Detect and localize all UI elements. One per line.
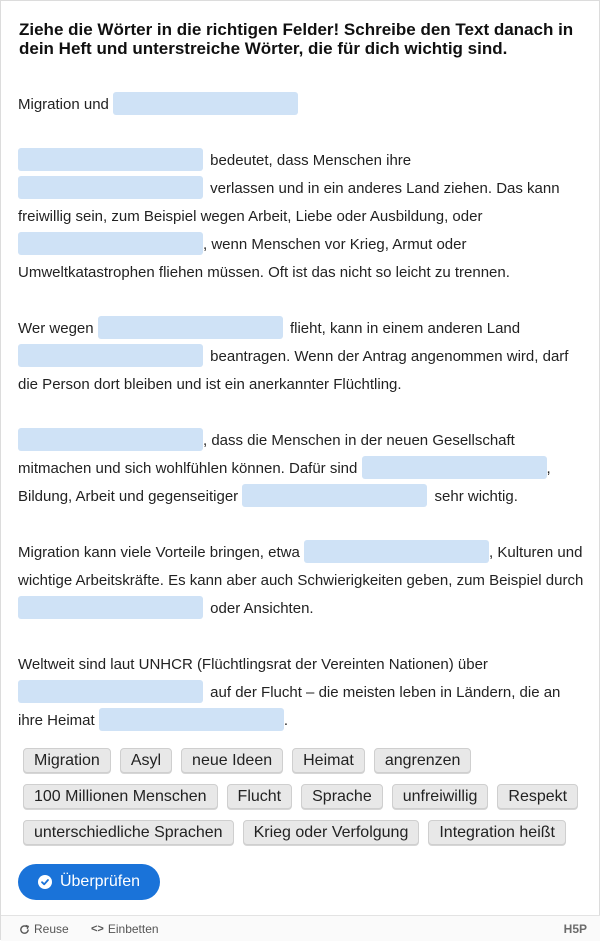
- text-fragment: .: [283, 712, 289, 729]
- drop-zone-12[interactable]: [18, 680, 203, 703]
- footer-bar: [1, 915, 600, 941]
- drop-zone-1[interactable]: [113, 92, 298, 115]
- text-fragment: bedeutet, dass Menschen ihre: [210, 152, 412, 169]
- check-button-label: Überprüfen: [59, 873, 141, 890]
- text-fragment: ,: [546, 460, 551, 477]
- check-button[interactable]: [18, 864, 160, 900]
- reuse-label: Reuse: [34, 922, 69, 936]
- word-chip[interactable]: Integration heißt: [428, 820, 566, 845]
- word-row: [23, 748, 583, 773]
- word-chip[interactable]: Flucht: [227, 784, 293, 809]
- word-chip[interactable]: unfreiwillig: [392, 784, 489, 809]
- text-fragment: Wer wegen: [18, 320, 94, 337]
- word-row: [23, 820, 583, 845]
- cloze-text: [18, 91, 588, 763]
- drop-zone-9[interactable]: [242, 484, 427, 507]
- text-fragment: oder Ansichten.: [210, 600, 314, 617]
- word-chip[interactable]: 100 Millionen Menschen: [23, 784, 218, 809]
- word-chip[interactable]: Krieg oder Verfolgung: [243, 820, 420, 845]
- word-chip[interactable]: Heimat: [292, 748, 365, 773]
- paragraph-2: [18, 147, 588, 287]
- word-chip[interactable]: Migration: [23, 748, 111, 773]
- text-fragment: , dass die Menschen in der neuen Gesellschaft mitmachen und sich wohlfühlen können. Dafür sind: [18, 432, 515, 477]
- paragraph-1: [18, 91, 588, 119]
- text-fragment: Migration und: [18, 96, 109, 113]
- word-row: [23, 784, 583, 809]
- word-chip[interactable]: Respekt: [497, 784, 578, 809]
- text-fragment: beantragen. Wenn der Antrag angenommen wird, darf die Person dort bleiben und ist ein anerkannter Flüchtling.: [18, 348, 569, 393]
- draggable-words: [23, 748, 583, 856]
- text-fragment: Migration kann viele Vorteile bringen, etwa: [18, 544, 300, 561]
- text-fragment: , wenn Menschen vor Krieg, Armut oder Umweltkatastrophen fliehen müssen. Oft ist das nicht so leicht zu trennen.: [18, 236, 510, 281]
- word-chip[interactable]: neue Ideen: [181, 748, 283, 773]
- word-chip[interactable]: angrenzen: [374, 748, 472, 773]
- word-chip[interactable]: Sprache: [301, 784, 383, 809]
- drop-zone-6[interactable]: [18, 344, 203, 367]
- paragraph-4: [18, 427, 588, 511]
- h5p-logo: H5P: [563, 922, 587, 936]
- paragraph-3: [18, 315, 588, 399]
- text-fragment: Weltweit sind laut UNHCR (Flüchtlingsrat der Vereinten Nationen) über: [18, 656, 488, 673]
- drop-zone-2[interactable]: [18, 148, 203, 171]
- paragraph-5: [18, 539, 588, 623]
- word-chip[interactable]: unterschiedliche Sprachen: [23, 820, 234, 845]
- drop-zone-4[interactable]: [18, 232, 203, 255]
- task-description: Ziehe die Wörter in die richtigen Felder! Schreibe den Text danach in dein Heft und unterstreiche Wörter, die für dich wichtig sind.: [19, 20, 574, 58]
- embed-label: Einbetten: [107, 922, 159, 936]
- drop-zone-5[interactable]: [98, 316, 283, 339]
- text-fragment: flieht, kann in einem anderen Land: [289, 320, 521, 337]
- embed-button[interactable]: [91, 922, 159, 936]
- drop-zone-7[interactable]: [18, 428, 203, 451]
- check-circle-icon: [38, 875, 52, 889]
- drop-zone-11[interactable]: [18, 596, 203, 619]
- drop-zone-3[interactable]: [18, 176, 203, 199]
- drop-zone-8[interactable]: [362, 456, 547, 479]
- reuse-button[interactable]: [19, 922, 69, 936]
- text-fragment: verlassen und in ein anderes Land ziehen. Das kann freiwillig sein, zum Beispiel wegen Arbeit, Liebe oder Ausbildung, oder: [18, 180, 560, 225]
- text-fragment: Bildung, Arbeit und gegenseitiger: [18, 488, 239, 505]
- text-fragment: auf der Flucht – die meisten leben in Ländern, die an ihre Heimat: [18, 684, 561, 729]
- text-fragment: , Kulturen und wichtige Arbeitskräfte. Es kann aber auch Schwierigkeiten geben, zum Beispiel durch: [18, 544, 584, 589]
- text-fragment: sehr wichtig.: [434, 488, 518, 505]
- drop-zone-10[interactable]: [304, 540, 489, 563]
- paragraph-6: [18, 651, 588, 735]
- reuse-icon: [19, 924, 30, 935]
- drop-zone-13[interactable]: [99, 708, 284, 731]
- code-icon: <>: [91, 923, 104, 935]
- word-chip[interactable]: Asyl: [120, 748, 172, 773]
